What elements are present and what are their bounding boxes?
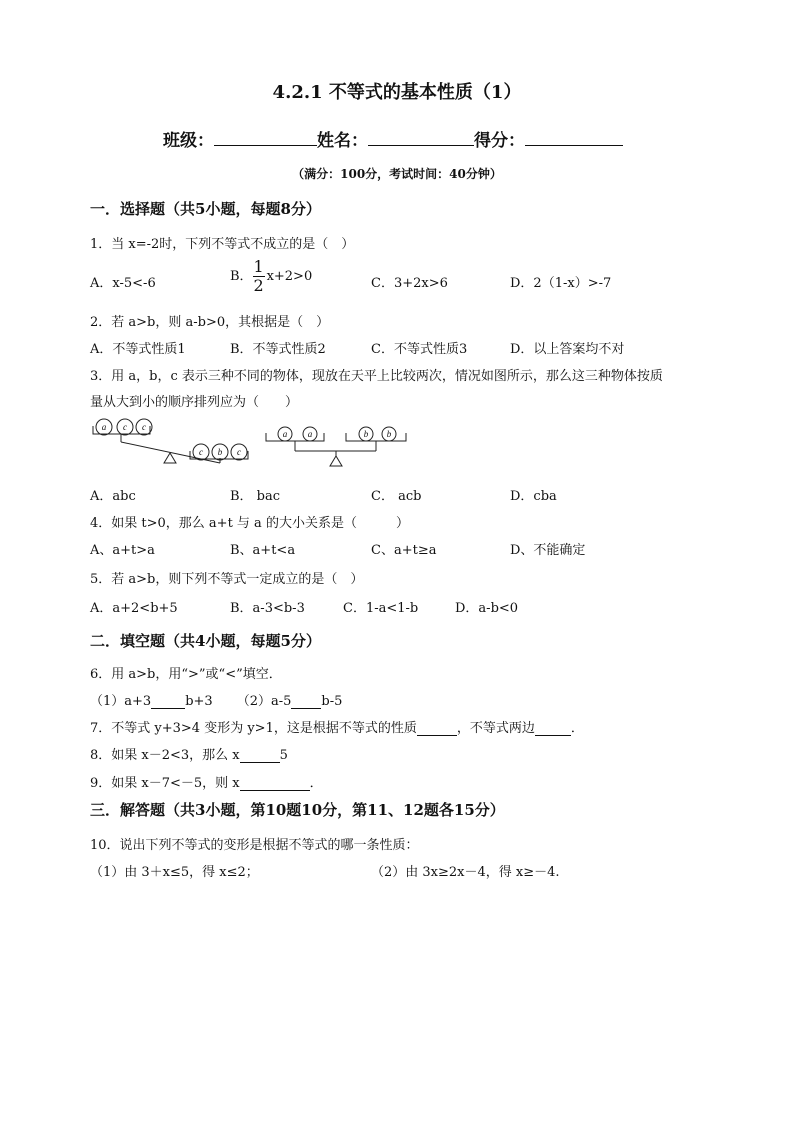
q9-blank[interactable] bbox=[240, 776, 310, 791]
question-6-stem: 6．用 a>b，用“>”或“<”填空． bbox=[90, 667, 282, 682]
question-6-parts bbox=[90, 690, 342, 709]
q7-blank-2[interactable] bbox=[535, 721, 571, 736]
scale1-right-label-3: c bbox=[237, 447, 241, 457]
q6-part1-blank[interactable] bbox=[151, 694, 185, 709]
question-3-stem-line2: 量从大到小的顺序排列应为（ ） bbox=[90, 395, 299, 410]
fraction-numerator: 1 bbox=[253, 257, 264, 276]
balance-scales-figure bbox=[88, 418, 418, 476]
question-10-stem: 10．说出下列不等式的变形是根据不等式的哪一条性质： bbox=[90, 838, 419, 853]
scale1-left-label-2: c bbox=[123, 422, 127, 432]
page-title: 4.2.1 不等式的基本性质（1） bbox=[272, 82, 522, 103]
scale1-left-label-1: a bbox=[101, 422, 107, 432]
q1-option-b-suffix: x+2>0 bbox=[266, 269, 313, 284]
scale1-right-label-1: c bbox=[199, 447, 203, 457]
question-10-part1: （1）由 3＋x≤5，得 x≤2； bbox=[90, 865, 259, 880]
scale2-left-label-1: a bbox=[282, 429, 288, 439]
scale2-right-label-1: b bbox=[363, 429, 369, 439]
question-2-stem: 2．若 a>b，则 a-b>0，其根据是（ ） bbox=[90, 315, 330, 330]
question-1-stem: 1．当 x=-2时，下列不等式不成立的是（ ） bbox=[90, 237, 355, 252]
q6-part2-suffix: b-5 bbox=[321, 694, 343, 709]
q9-text-start: 9．如果 x－7<－5，则 x bbox=[90, 776, 240, 791]
q4-option-b: B、a+t<a bbox=[230, 543, 296, 558]
q3-option-a: A．abc bbox=[90, 489, 136, 504]
question-3-stem-line1: 3．用 a，b，c 表示三种不同的物体，现放在天平上比较两次，情况如图所示，那么这三种物体按质 bbox=[90, 369, 663, 384]
class-label: 班级： bbox=[163, 131, 214, 151]
q2-option-c: C．不等式性质3 bbox=[371, 342, 468, 357]
score-blank[interactable] bbox=[525, 145, 623, 146]
q8-blank[interactable] bbox=[240, 748, 280, 763]
name-blank[interactable] bbox=[368, 145, 474, 146]
exam-note: （满分：100分，考试时间：40分钟） bbox=[292, 167, 502, 181]
q4-option-a: A、a+t>a bbox=[90, 543, 155, 558]
class-blank[interactable] bbox=[214, 145, 317, 146]
score-label: 得分： bbox=[474, 131, 525, 151]
section-heading-fill: 二．填空题（共4小题，每题5分） bbox=[90, 632, 321, 650]
q8-text-end: 5 bbox=[279, 748, 288, 763]
scale1-right-label-2: b bbox=[217, 447, 223, 457]
q5-option-a: A．a+2<b+5 bbox=[90, 601, 178, 616]
q3-option-b: B． bac bbox=[230, 489, 281, 504]
q4-option-c: C、a+t≥a bbox=[371, 543, 437, 558]
q1-option-c: C．3+2x>6 bbox=[371, 276, 448, 291]
student-info-row bbox=[163, 126, 623, 151]
q7-text-middle: ，不等式两边 bbox=[456, 721, 535, 736]
fraction-denominator: 2 bbox=[253, 276, 264, 295]
balance-scale-1 bbox=[93, 419, 248, 463]
q7-blank-1[interactable] bbox=[417, 721, 457, 736]
one-half-fraction bbox=[253, 258, 265, 295]
q1-option-a: A．x-5<-6 bbox=[90, 276, 156, 291]
scale1-left-label-3: c bbox=[142, 422, 146, 432]
q6-part1-prefix: （1）a+3 bbox=[90, 694, 152, 709]
q2-option-d: D．以上答案均不对 bbox=[510, 342, 625, 357]
q2-option-b: B．不等式性质2 bbox=[230, 342, 326, 357]
q8-text-start: 8．如果 x－2<3，那么 x bbox=[90, 748, 240, 763]
question-7 bbox=[90, 717, 584, 736]
q1-option-b bbox=[230, 258, 312, 295]
q2-option-a: A．不等式性质1 bbox=[90, 342, 186, 357]
scale2-right-label-2: b bbox=[386, 429, 392, 439]
q4-option-d: D、不能确定 bbox=[510, 543, 586, 558]
q5-option-d: D．a-b<0 bbox=[455, 601, 519, 616]
scale2-left-label-2: a bbox=[307, 429, 313, 439]
q3-option-d: D．cba bbox=[510, 489, 557, 504]
question-8 bbox=[90, 744, 288, 763]
question-9 bbox=[90, 772, 323, 791]
question-5-stem: 5．若 a>b，则下列不等式一定成立的是（ ） bbox=[90, 572, 364, 587]
q5-option-b: B．a-3<b-3 bbox=[230, 601, 305, 616]
section-heading-choice: 一．选择题（共5小题，每题8分） bbox=[90, 200, 321, 218]
q6-part2-blank[interactable] bbox=[291, 694, 321, 709]
q6-part1-suffix: b+3 bbox=[185, 694, 213, 709]
name-label: 姓名： bbox=[317, 131, 368, 151]
q5-option-c: C．1-a<1-b bbox=[343, 601, 419, 616]
q6-part2-prefix: （2）a-5 bbox=[236, 694, 292, 709]
q1-option-d: D．2（1-x）>-7 bbox=[510, 276, 612, 291]
q1-option-b-prefix: B． bbox=[230, 269, 253, 284]
q7-text-start: 7．不等式 y+3>4 变形为 y>1，这是根据不等式的性质 bbox=[90, 721, 417, 736]
q7-text-end: ． bbox=[570, 721, 584, 736]
section-heading-solve: 三．解答题（共3小题，第10题10分，第11、12题各15分） bbox=[90, 801, 505, 819]
q3-option-c: C． acb bbox=[371, 489, 422, 504]
q9-text-end: ． bbox=[309, 776, 323, 791]
question-4-stem: 4．如果 t>0，那么 a+t 与 a 的大小关系是（ ） bbox=[90, 516, 409, 531]
question-10-part2: （2）由 3x≥2x－4，得 x≥－4. bbox=[371, 865, 560, 880]
